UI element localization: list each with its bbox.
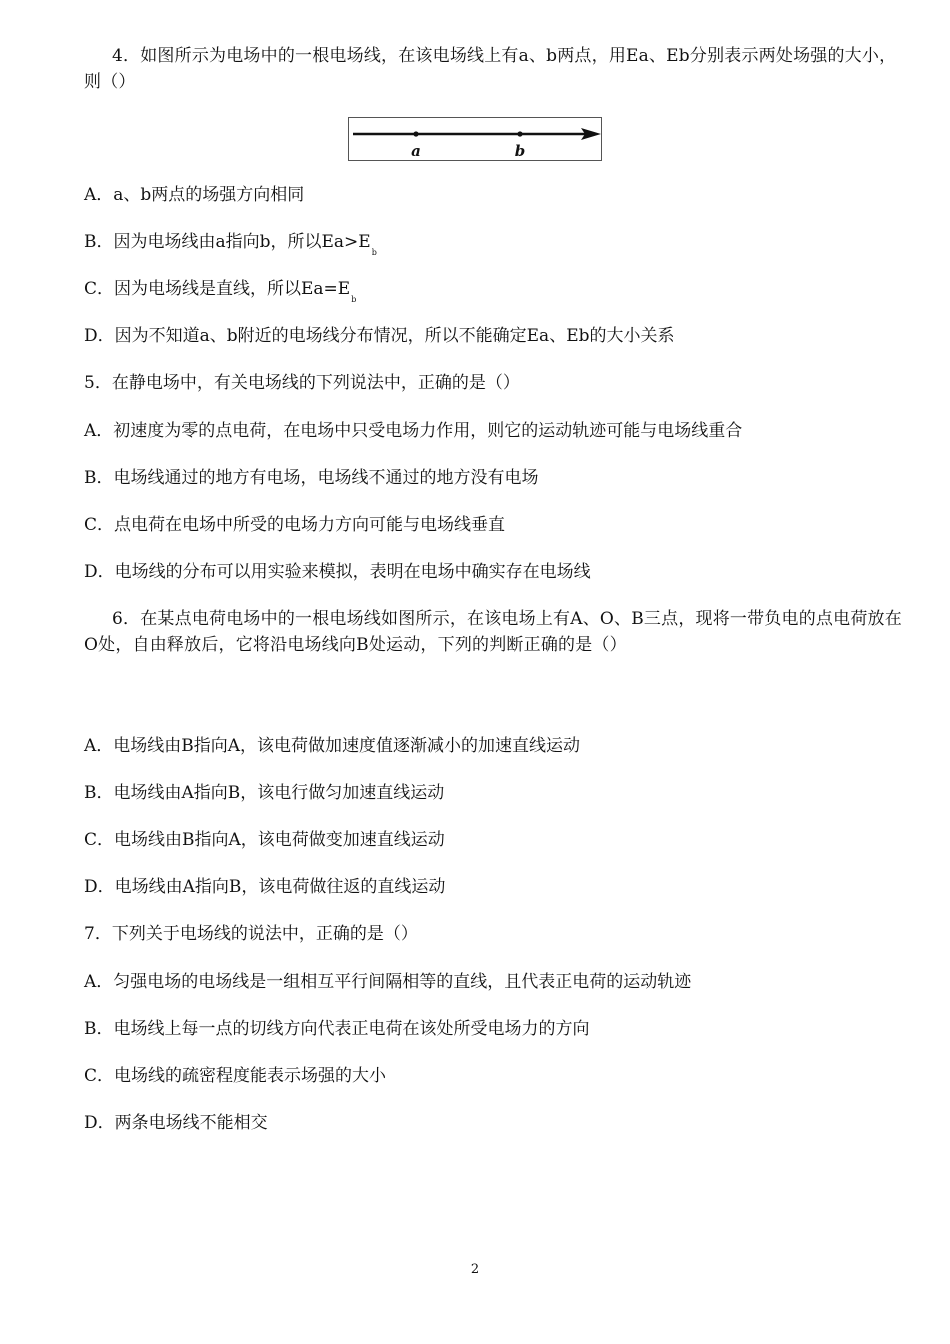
- question-6-stem: 6．在某点电荷电场中的一根电场线如图所示，在该电场上有A、O、B三点，现将一带负电的点电荷放在O处，自由释放后，它将沿电场线向B处运动，下列的判断正确的是（）: [84, 609, 902, 655]
- question-4-stem: 4．如图所示为电场中的一根电场线，在该电场线上有a、b两点，用Ea、Eb分别表示两处场强的大小，则（）: [84, 46, 897, 92]
- question-7-option-c: C．电场线的疏密程度能表示场强的大小: [84, 1066, 387, 1086]
- question-4-option-a: A．a、b两点的场强方向相同: [84, 185, 305, 205]
- question-4-option-d: D．因为不知道a、b附近的电场线分布情况，所以不能确定Ea、Eb的大小关系: [84, 326, 675, 346]
- question-6-option-a: A．电场线由B指向A，该电荷做加速度值逐渐减小的加速直线运动: [84, 736, 581, 756]
- question-4-option-b: [84, 230, 377, 265]
- question-4-option-c: [84, 277, 356, 312]
- question-4-option-c-text: C．因为电场线是直线，所以Ea=E: [84, 279, 351, 299]
- question-5-option-b: B．电场线通过的地方有电场，电场线不通过的地方没有电场: [84, 468, 539, 488]
- question-6-option-d: D．电场线由A指向B，该电荷做往返的直线运动: [84, 877, 446, 897]
- question-6-option-c: C．电场线由B指向A，该电荷做变加速直线运动: [84, 830, 445, 850]
- question-5-option-d: D．电场线的分布可以用实验来模拟，表明在电场中确实存在电场线: [84, 562, 591, 582]
- question-4-option-b-subscript: b: [371, 248, 377, 257]
- question-5-option-a: A．初速度为零的点电荷，在电场中只受电场力作用，则它的运动轨迹可能与电场线重合: [84, 421, 743, 441]
- question-4-option-c-subscript: b: [351, 295, 357, 304]
- electric-field-line-figure: [348, 117, 602, 161]
- point-b-marker: [517, 131, 522, 136]
- question-7-stem: 7．下列关于电场线的说法中，正确的是（）: [84, 924, 418, 944]
- question-6-option-b: B．电场线由A指向B，该电行做匀加速直线运动: [84, 783, 445, 803]
- field-line-diagram: [349, 118, 601, 160]
- point-a-label: a: [411, 142, 421, 160]
- question-5-stem: 5．在静电场中，有关电场线的下列说法中，正确的是（）: [84, 373, 520, 393]
- question-4-option-b-text: B．因为电场线由a指向b，所以Ea>E: [84, 232, 371, 252]
- question-7-option-b: B．电场线上每一点的切线方向代表正电荷在该处所受电场力的方向: [84, 1019, 590, 1039]
- question-7-option-a: A．匀强电场的电场线是一组相互平行间隔相等的直线，且代表正电荷的运动轨迹: [84, 972, 692, 992]
- page-number: 2: [470, 1262, 480, 1277]
- point-b-label: b: [514, 142, 526, 160]
- question-5-option-c: C．点电荷在电场中所受的电场力方向可能与电场线垂直: [84, 515, 506, 535]
- question-7-option-d: D．两条电场线不能相交: [84, 1113, 268, 1133]
- point-a-marker: [413, 131, 418, 136]
